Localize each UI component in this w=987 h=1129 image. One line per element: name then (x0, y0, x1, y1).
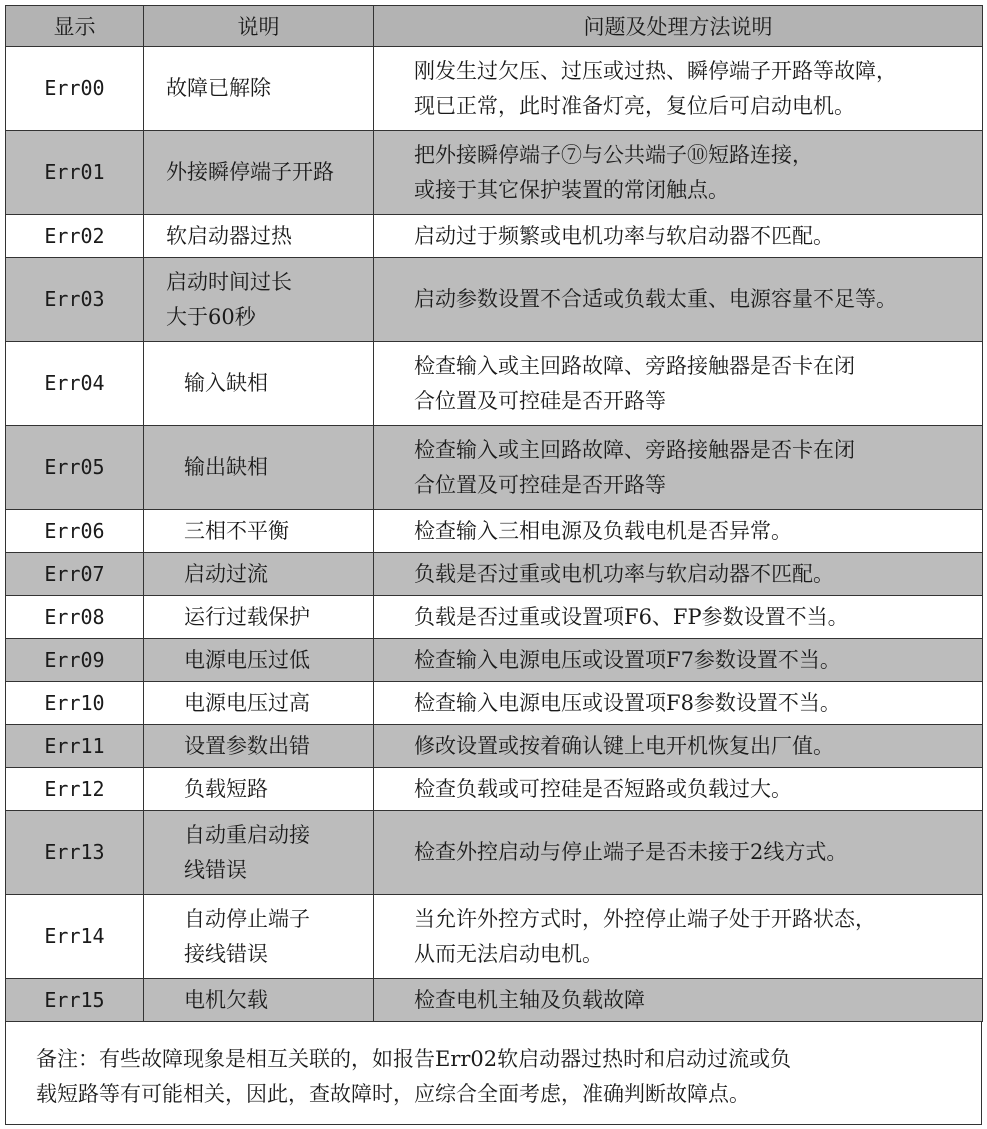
table-row (6, 768, 983, 811)
error-code: Err07 (6, 553, 144, 596)
error-code: Err08 (6, 596, 144, 639)
error-description: 软启动器过热 (144, 215, 374, 258)
error-solution: 检查输入或主回路故障、旁路接触器是否卡在闭 合位置及可控硅是否开路等 (374, 426, 983, 510)
error-code: Err01 (6, 131, 144, 215)
table-row (6, 342, 983, 426)
error-description: 自动重启动接 线错误 (144, 811, 374, 895)
error-solution: 刚发生过欠压、过压或过热、瞬停端子开路等故障， 现已正常，此时准备灯亮，复位后可启动电机。 (374, 47, 983, 131)
error-solution: 当允许外控方式时，外控停止端子处于开路状态， 从而无法启动电机。 (374, 895, 983, 979)
error-description: 外接瞬停端子开路 (144, 131, 374, 215)
error-code: Err11 (6, 725, 144, 768)
table-row (6, 596, 983, 639)
error-description: 启动时间过长 大于60秒 (144, 258, 374, 342)
error-code: Err04 (6, 342, 144, 426)
error-description: 电源电压过高 (144, 682, 374, 725)
fault-code-document (5, 5, 982, 1125)
error-code: Err10 (6, 682, 144, 725)
table-row (6, 215, 983, 258)
error-solution: 检查输入三相电源及负载电机是否异常。 (374, 510, 983, 553)
header-solution: 问题及处理方法说明 (374, 6, 983, 47)
table-row (6, 639, 983, 682)
error-solution: 检查负载或可控硅是否短路或负载过大。 (374, 768, 983, 811)
header-display: 显示 (6, 6, 144, 47)
error-solution: 修改设置或按着确认键上电开机恢复出厂值。 (374, 725, 983, 768)
error-solution: 检查输入或主回路故障、旁路接触器是否卡在闭 合位置及可控硅是否开路等 (374, 342, 983, 426)
error-solution: 启动过于频繁或电机功率与软启动器不匹配。 (374, 215, 983, 258)
error-code: Err13 (6, 811, 144, 895)
error-code: Err15 (6, 979, 144, 1022)
error-code: Err02 (6, 215, 144, 258)
table-row (6, 426, 983, 510)
error-description: 自动停止端子 接线错误 (144, 895, 374, 979)
error-description: 故障已解除 (144, 47, 374, 131)
error-description: 启动过流 (144, 553, 374, 596)
error-description: 电机欠载 (144, 979, 374, 1022)
table-row (6, 553, 983, 596)
error-code: Err14 (6, 895, 144, 979)
error-description: 运行过载保护 (144, 596, 374, 639)
error-description: 输出缺相 (144, 426, 374, 510)
table-row (6, 258, 983, 342)
error-solution: 启动参数设置不合适或负载太重、电源容量不足等。 (374, 258, 983, 342)
error-solution: 检查输入电源电压或设置项F7参数设置不当。 (374, 639, 983, 682)
error-solution: 检查输入电源电压或设置项F8参数设置不当。 (374, 682, 983, 725)
error-code: Err03 (6, 258, 144, 342)
error-solution: 负载是否过重或电机功率与软启动器不匹配。 (374, 553, 983, 596)
error-description: 三相不平衡 (144, 510, 374, 553)
error-description: 负载短路 (144, 768, 374, 811)
table-row (6, 811, 983, 895)
error-description: 输入缺相 (144, 342, 374, 426)
error-solution: 检查外控启动与停止端子是否未接于2线方式。 (374, 811, 983, 895)
error-description: 电源电压过低 (144, 639, 374, 682)
table-row (6, 682, 983, 725)
error-description: 设置参数出错 (144, 725, 374, 768)
table-row (6, 725, 983, 768)
header-description: 说明 (144, 6, 374, 47)
footnote: 备注：有些故障现象是相互关联的，如报告Err02软启动器过热时和启动过流或负 载短路等有可能相关，因此，查故障时，应综合全面考虑，准确判断故障点。 (5, 1022, 982, 1125)
table-header-row (6, 6, 983, 47)
fault-code-table (5, 5, 983, 1022)
table-row (6, 895, 983, 979)
error-code: Err05 (6, 426, 144, 510)
table-row (6, 47, 983, 131)
error-code: Err06 (6, 510, 144, 553)
error-code: Err09 (6, 639, 144, 682)
error-solution: 把外接瞬停端子⑦与公共端子⑩短路连接， 或接于其它保护装置的常闭触点。 (374, 131, 983, 215)
table-body (6, 47, 983, 1022)
error-solution: 负载是否过重或设置项F6、FP参数设置不当。 (374, 596, 983, 639)
error-code: Err00 (6, 47, 144, 131)
error-code: Err12 (6, 768, 144, 811)
table-row (6, 510, 983, 553)
error-solution: 检查电机主轴及负载故障 (374, 979, 983, 1022)
table-row (6, 131, 983, 215)
table-row (6, 979, 983, 1022)
